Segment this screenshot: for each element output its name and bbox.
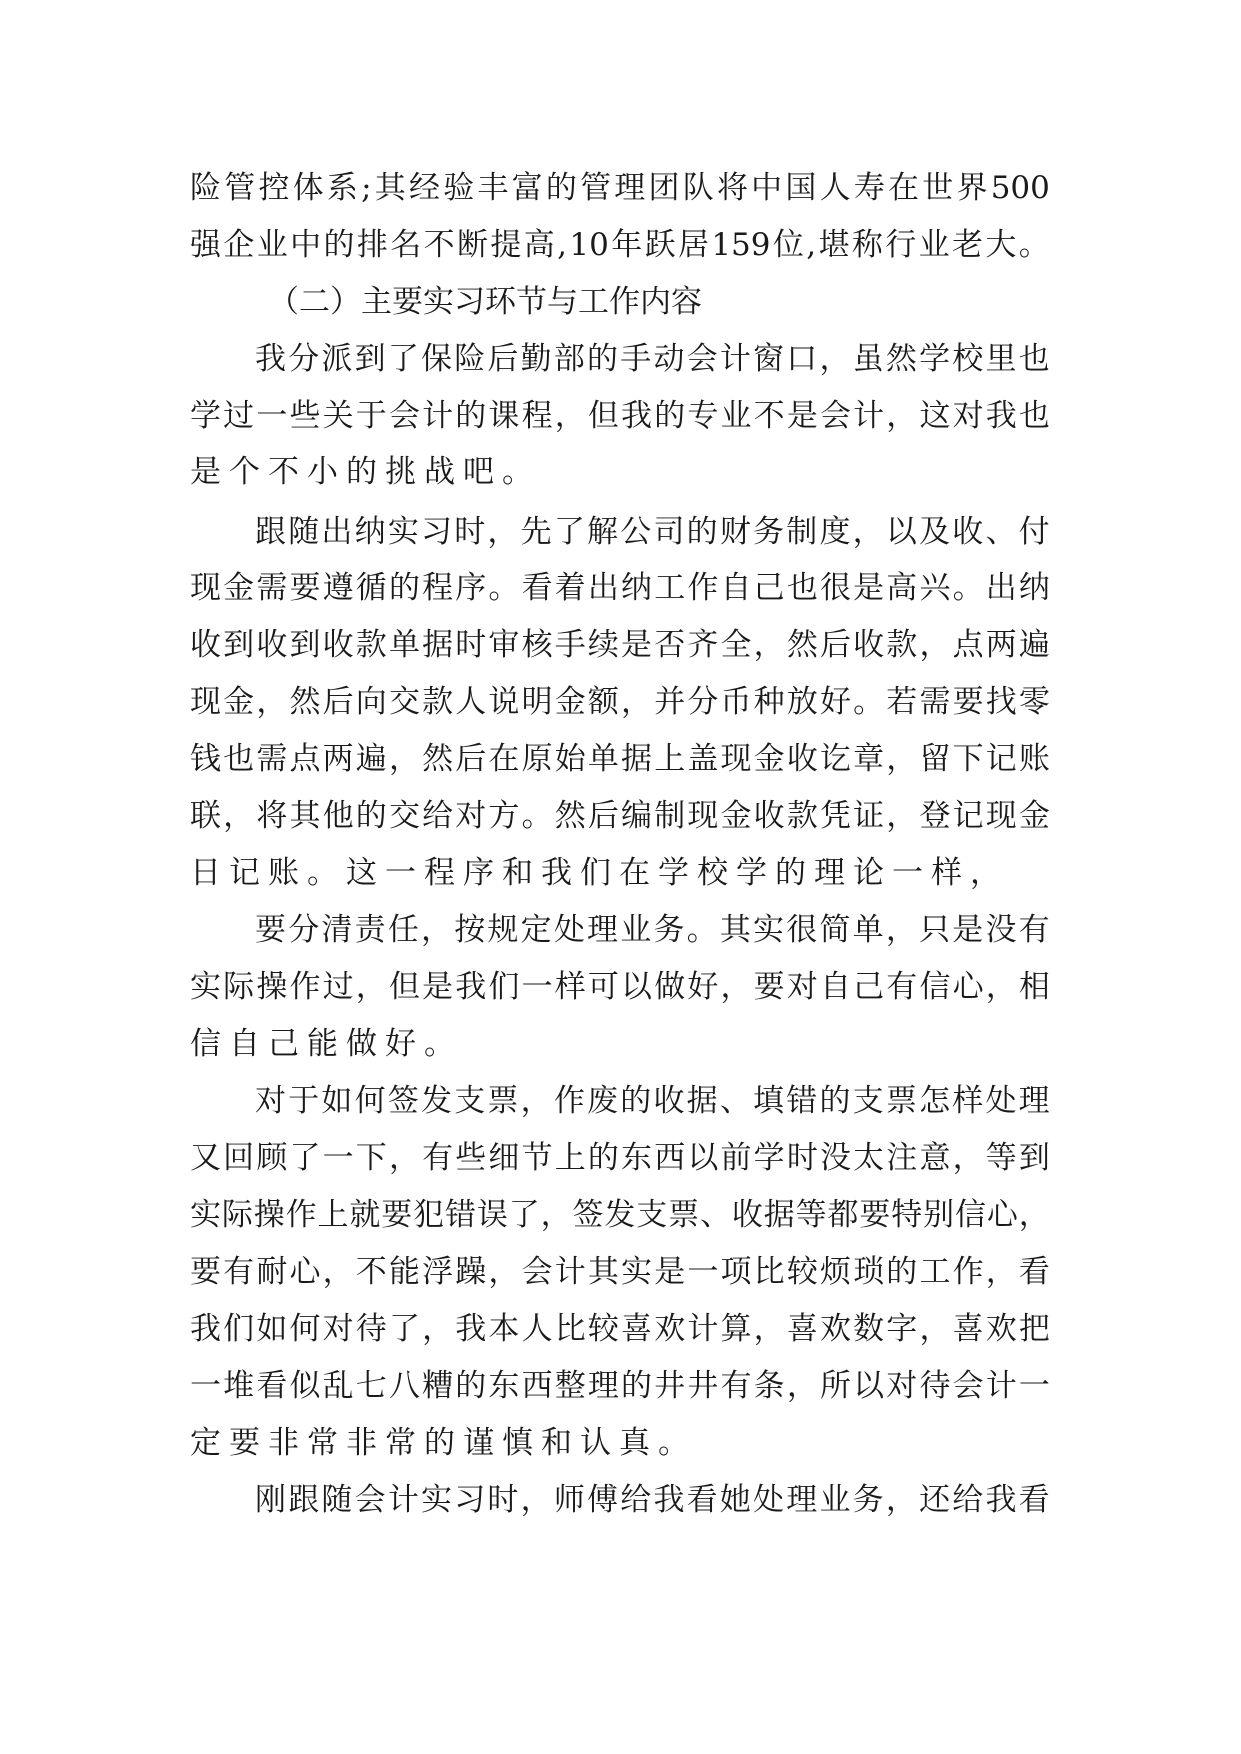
text-line: 学 过 一 些 关 于 会 计 的 课 程 ， 但 我 的 专 业 不 是 会 计 ， 这 对 我 也 xyxy=(190,398,1050,434)
text-line: 现 金 ， 然 后 向 交 款 人 说 明 金 额 ， 并 分 币 种 放 好 。 若 需 要 找 零 xyxy=(190,684,1050,720)
text-line: 钱 也 需 点 两 遍 ， 然 后 在 原 始 单 据 上 盖 现 金 收 讫 章 ， 留 下 记 账 xyxy=(190,741,1050,777)
text-line: 信自己能做好。 xyxy=(190,1026,463,1062)
text-line: 我 们 如 何 对 待 了 ， 我 本 人 比 较 喜 欢 计 算 ， 喜 欢 数 字 ， 喜 欢 把 xyxy=(190,1311,1050,1347)
text-line: 实 际 操 作 过 ， 但 是 我 们 一 样 可 以 做 好 ， 要 对 自 己 有 信 心 ， 相 xyxy=(190,969,1050,1005)
paragraph-first-line: 我 分 派 到 了 保 险 后 勤 部 的 手 动 会 计 窗 口 ， 虽 然 学 校 里 也 xyxy=(255,341,1050,377)
text-line: 强 企 业 中 的 排 名 不 断 提 高 , 10 年 跃 居 159 位 , 堪 称 行 业 老 大 。 xyxy=(190,227,1050,263)
paragraph-first-line: 刚 跟 随 会 计 实 习 时 ， 师 傅 给 我 看 她 处 理 业 务 ， 还 给 我 看 xyxy=(255,1482,1050,1518)
text-line: 要 有 耐 心 ， 不 能 浮 躁 ， 会 计 其 实 是 一 项 比 较 烦 琐 的 工 作 ， 看 xyxy=(190,1254,1050,1290)
text-line: 日记账。这一程序和我们在学校学的理论一样， xyxy=(190,855,1009,891)
paragraph-first-line: 跟 随 出 纳 实 习 时 ， 先 了 解 公 司 的 财 务 制 度 ， 以 及 收 、 付 xyxy=(255,514,1050,550)
text-line: 定要非常非常的谨慎和认真。 xyxy=(190,1425,697,1461)
text-line: 实 际 操 作 上 就 要 犯 错 误 了 ， 签 发 支 票 、 收 据 等 都 要 特 别 信 心 ， xyxy=(190,1197,1050,1233)
paragraph-first-line: 要 分 清 责 任 ， 按 规 定 处 理 业 务 。 其 实 很 简 单 ， 只 是 没 有 xyxy=(255,912,1050,948)
text-line: 又 回 顾 了 一 下 ， 有 些 细 节 上 的 东 西 以 前 学 时 没 太 注 意 ， 等 到 xyxy=(190,1140,1050,1176)
section-heading: （二）主要实习环节与工作内容 xyxy=(268,284,702,320)
text-line: 现 金 需 要 遵 循 的 程 序 。 看 着 出 纳 工 作 自 己 也 很 是 高 兴 。 出 纳 xyxy=(190,570,1050,606)
text-line: 是个不小的挑战吧。 xyxy=(190,454,541,490)
text-line: 收 到 收 到 收 款 单 据 时 审 核 手 续 是 否 齐 全 ， 然 后 收 款 ， 点 两 遍 xyxy=(190,627,1050,663)
text-line: 险 管 控 体 系 ; 其 经 验 丰 富 的 管 理 团 队 将 中 国 人 寿 在 世 界 500 xyxy=(190,170,1050,206)
paragraph-first-line: 对 于 如 何 签 发 支 票 ， 作 废 的 收 据 、 填 错 的 支 票 怎 样 处 理 xyxy=(255,1083,1050,1119)
text-line: 联 ， 将 其 他 的 交 给 对 方 。 然 后 编 制 现 金 收 款 凭 证 ， 登 记 现 金 xyxy=(190,798,1050,834)
text-line: 一 堆 看 似 乱 七 八 糟 的 东 西 整 理 的 井 井 有 条 ， 所 以 对 待 会 计 一 xyxy=(190,1368,1050,1404)
